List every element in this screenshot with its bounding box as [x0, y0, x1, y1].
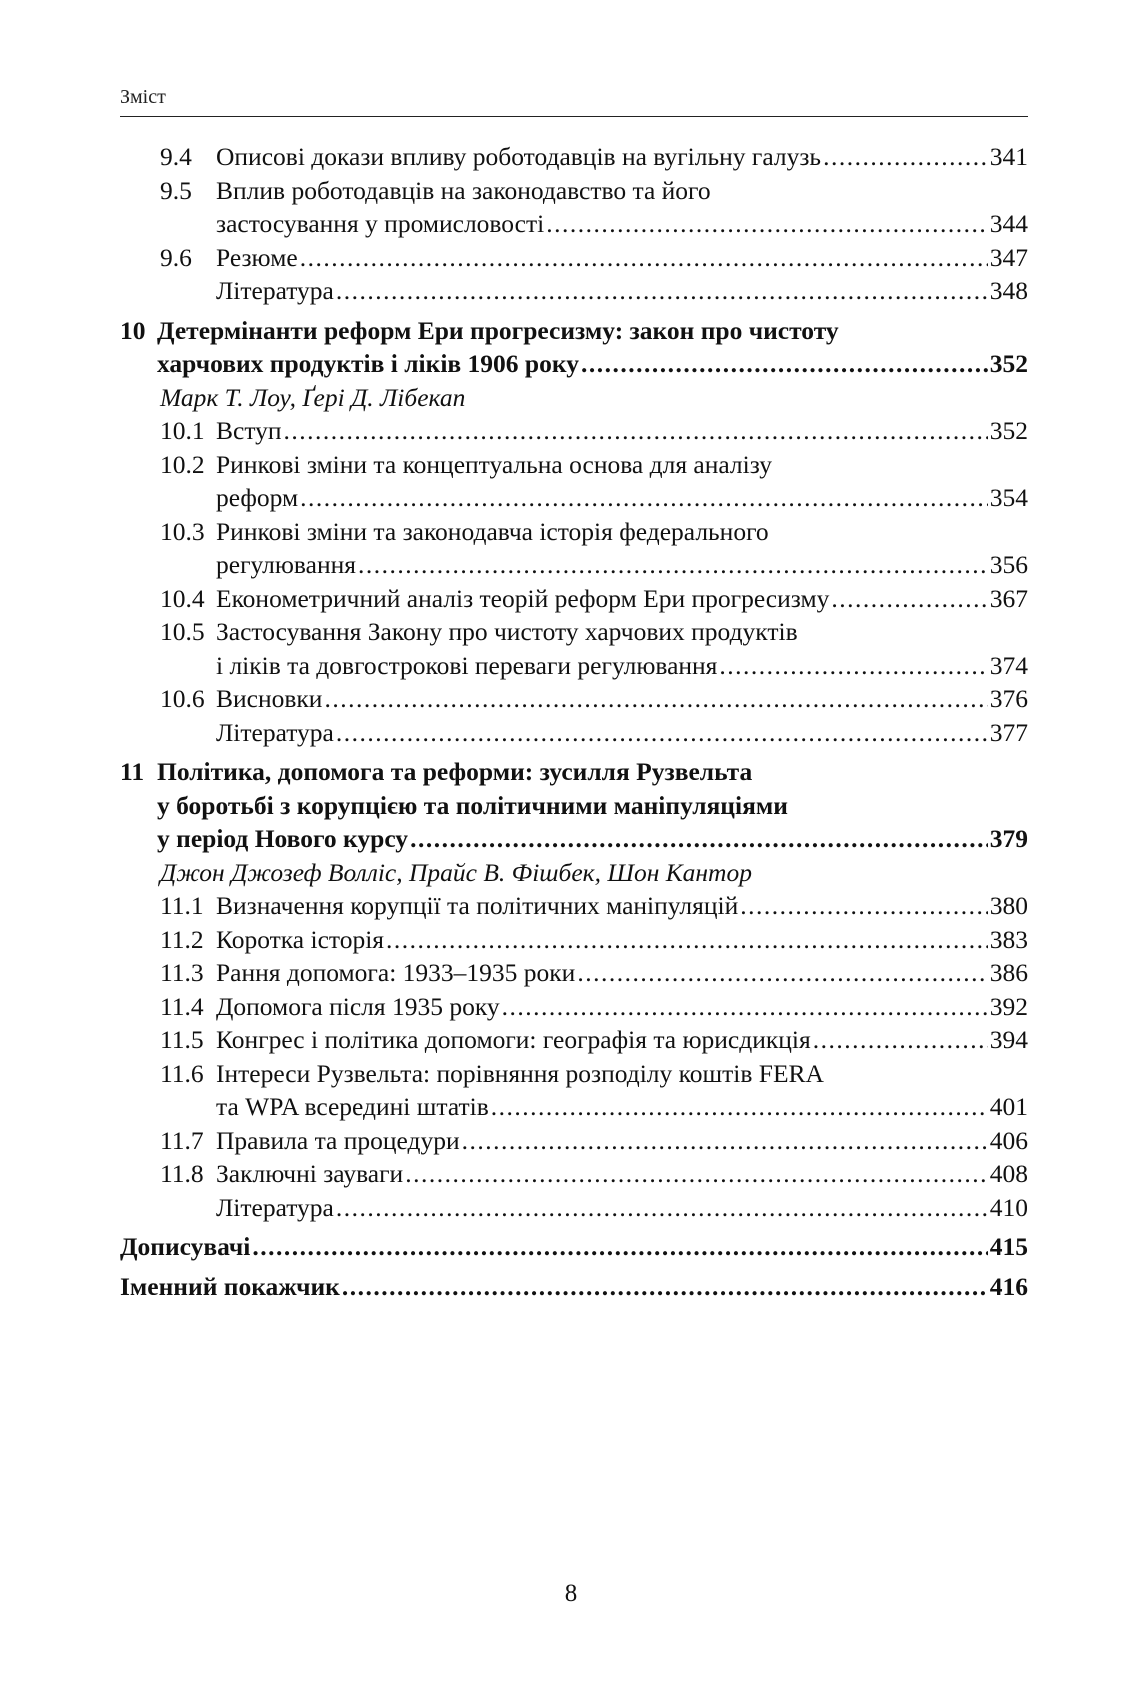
section-number: 10.6	[160, 684, 205, 713]
entry-title: Іменний покажчик	[120, 1271, 340, 1301]
page-number: 386	[989, 958, 1028, 987]
entry-title: Допомога після 1935 року	[216, 991, 500, 1021]
toc-entry[interactable]	[120, 923, 1028, 957]
page-number: 352	[989, 349, 1028, 378]
section-number: 9.4	[160, 142, 192, 171]
leader-dots	[491, 1090, 988, 1124]
toc-entry-references[interactable]	[120, 716, 1028, 750]
entry-title: реформ	[216, 483, 299, 512]
toc-entry[interactable]	[120, 241, 1028, 275]
page-number: 406	[989, 1125, 1028, 1155]
page-number: 379	[989, 824, 1028, 853]
section-number: 11.2	[160, 924, 204, 954]
page-number-footer: 8	[564, 1580, 578, 1607]
page-number: 377	[989, 717, 1028, 747]
toc-chapter-continuation[interactable]	[120, 347, 1028, 381]
entry-title: Правила та процедури	[216, 1125, 460, 1155]
toc-entry-continuation[interactable]	[120, 481, 1028, 515]
section-number: 11.1	[160, 891, 204, 920]
entry-title: та WPA всередині штатів	[216, 1092, 489, 1121]
section-number: 11.8	[160, 1159, 204, 1188]
leader-dots	[577, 956, 987, 990]
toc-contributors-entry[interactable]	[120, 1230, 1028, 1264]
toc-entry[interactable]	[120, 889, 1028, 923]
toc-index-entry[interactable]	[120, 1270, 1028, 1304]
leader-dots	[336, 716, 988, 750]
toc-entry-continuation[interactable]	[120, 207, 1028, 241]
entry-title: регулювання	[216, 550, 356, 579]
leader-dots	[410, 822, 988, 856]
entry-title: Ринкові зміни та законодавча історія федерального	[216, 516, 769, 546]
page-number: 344	[989, 209, 1028, 238]
section-number: 9.5	[160, 175, 192, 205]
chapter-number: 11	[120, 757, 145, 786]
entry-title: Описові докази впливу роботодавців на вугільну галузь	[216, 142, 822, 171]
toc-chapter-continuation[interactable]	[120, 789, 1028, 823]
toc-entry[interactable]	[120, 1023, 1028, 1057]
page-number: 392	[989, 991, 1028, 1021]
toc-entry[interactable]	[120, 682, 1028, 716]
chapter-title: Політика, допомога та реформи: зусилля Рузвельта	[157, 757, 753, 786]
authors-text: Марк Т. Лоу, Ґері Д. Лібекап	[160, 382, 466, 412]
leader-dots	[336, 1191, 988, 1225]
chapter-authors	[120, 381, 1028, 415]
toc-entry[interactable]	[120, 1124, 1028, 1158]
toc-entry-continuation[interactable]	[120, 1090, 1028, 1124]
page-number: 401	[989, 1092, 1028, 1121]
entry-title: Ринкові зміни та концептуальна основа для аналізу	[216, 449, 773, 479]
entry-title: застосування у промисловості	[216, 209, 545, 238]
header-rule	[120, 116, 1028, 117]
leader-dots	[719, 649, 987, 683]
toc-entry-references[interactable]	[120, 274, 1028, 308]
leader-dots	[831, 582, 987, 616]
leader-dots	[546, 207, 988, 241]
page-number: 341	[989, 142, 1028, 171]
toc-entry[interactable]	[120, 448, 1028, 482]
chapter-title: Детермінанти реформ Ери прогресизму: закон про чистоту	[157, 315, 839, 345]
toc-entry[interactable]	[120, 990, 1028, 1024]
entry-title: Конгрес і політика допомоги: географія та юрисдикція	[216, 1025, 811, 1054]
toc-entry[interactable]	[120, 414, 1028, 448]
page-number: 394	[989, 1025, 1028, 1054]
page-number: 347	[989, 242, 1028, 272]
entry-title: Інтереси Рузвельта: порівняння розподілу коштів FERA	[216, 1058, 824, 1088]
page-number: 367	[989, 583, 1028, 613]
leader-dots	[581, 347, 988, 381]
leader-dots	[358, 548, 988, 582]
chapter-authors	[120, 856, 1028, 890]
page-number: 352	[989, 416, 1028, 445]
toc-chapter-continuation[interactable]	[120, 822, 1028, 856]
entry-title: Заключні зауваги	[216, 1159, 404, 1188]
leader-dots	[252, 1230, 987, 1264]
entry-title: Визначення корупції та політичних маніпуляцій	[216, 891, 739, 920]
authors-text: Джон Джозеф Волліс, Прайс В. Фішбек, Шон Кантор	[160, 857, 752, 887]
section-number: 10.1	[160, 416, 205, 445]
leader-dots	[336, 274, 988, 308]
leader-dots	[405, 1157, 988, 1191]
leader-dots	[813, 1023, 988, 1057]
page-number: 376	[989, 684, 1028, 713]
chapter-title: харчових продуктів і ліків 1906 року	[157, 349, 579, 378]
entry-title: Економетричний аналіз теорій реформ Ери прогресизму	[216, 583, 830, 613]
section-number: 11.4	[160, 991, 204, 1021]
chapter-title: у боротьбі з корупцією та політичними маніпуляціями	[157, 790, 788, 820]
toc-entry[interactable]	[120, 1057, 1028, 1091]
page-number: 383	[989, 924, 1028, 954]
section-number: 10.4	[160, 583, 205, 613]
toc-entry[interactable]	[120, 582, 1028, 616]
leader-dots	[342, 1270, 988, 1304]
page-number: 348	[989, 276, 1028, 305]
leader-dots	[462, 1124, 988, 1158]
chapter-title: у період Нового курсу	[157, 824, 409, 853]
toc-entry[interactable]	[120, 956, 1028, 990]
entry-title: Рання допомога: 1933–1935 роки	[216, 958, 576, 987]
entry-title: Застосування Закону про чистоту харчових продуктів	[216, 617, 798, 646]
page-number: 354	[989, 483, 1028, 512]
entry-title: Література	[216, 276, 334, 305]
table-of-contents	[120, 140, 1028, 1303]
leader-dots	[300, 481, 988, 515]
leader-dots	[823, 140, 988, 174]
leader-dots	[324, 682, 987, 716]
toc-entry-continuation[interactable]	[120, 649, 1028, 683]
leader-dots	[386, 923, 988, 957]
section-number: 10.3	[160, 516, 205, 546]
entry-title: Література	[216, 717, 334, 747]
section-number: 11.3	[160, 958, 204, 987]
toc-chapter-entry[interactable]	[120, 314, 1028, 348]
leader-dots	[740, 889, 988, 923]
section-number: 10.2	[160, 449, 205, 479]
entry-title: Вплив роботодавців на законодавство та його	[216, 175, 711, 205]
toc-entry[interactable]	[120, 1157, 1028, 1191]
running-title: Зміст	[120, 86, 166, 108]
section-number: 11.7	[160, 1125, 204, 1155]
section-number: 10.5	[160, 617, 205, 646]
toc-entry-continuation[interactable]	[120, 548, 1028, 582]
entry-title: Література	[216, 1192, 334, 1222]
page-number: 356	[989, 550, 1028, 579]
entry-title: Вступ	[216, 416, 282, 445]
page-number: 374	[989, 650, 1028, 680]
section-number: 11.6	[160, 1058, 204, 1088]
leader-dots	[300, 241, 988, 275]
toc-entry-references[interactable]	[120, 1191, 1028, 1225]
entry-title: і ліків та довгострокові переваги регулювання	[216, 650, 718, 680]
toc-entry[interactable]	[120, 140, 1028, 174]
chapter-number: 10	[120, 315, 146, 345]
page-number: 416	[989, 1271, 1028, 1301]
leader-dots	[284, 414, 988, 448]
section-number: 11.5	[160, 1025, 204, 1054]
page-number: 408	[989, 1159, 1028, 1188]
entry-title: Резюме	[216, 242, 298, 272]
leader-dots	[502, 990, 988, 1024]
toc-entry[interactable]	[120, 174, 1028, 208]
toc-entry[interactable]	[120, 515, 1028, 549]
page-number: 415	[989, 1232, 1028, 1261]
toc-chapter-entry[interactable]	[120, 755, 1028, 789]
page-number: 410	[989, 1192, 1028, 1222]
entry-title: Дописувачі	[120, 1232, 251, 1261]
toc-entry[interactable]	[120, 615, 1028, 649]
page-number: 380	[989, 891, 1028, 920]
entry-title: Висновки	[216, 684, 323, 713]
entry-title: Коротка історія	[216, 924, 385, 954]
section-number: 9.6	[160, 242, 192, 272]
